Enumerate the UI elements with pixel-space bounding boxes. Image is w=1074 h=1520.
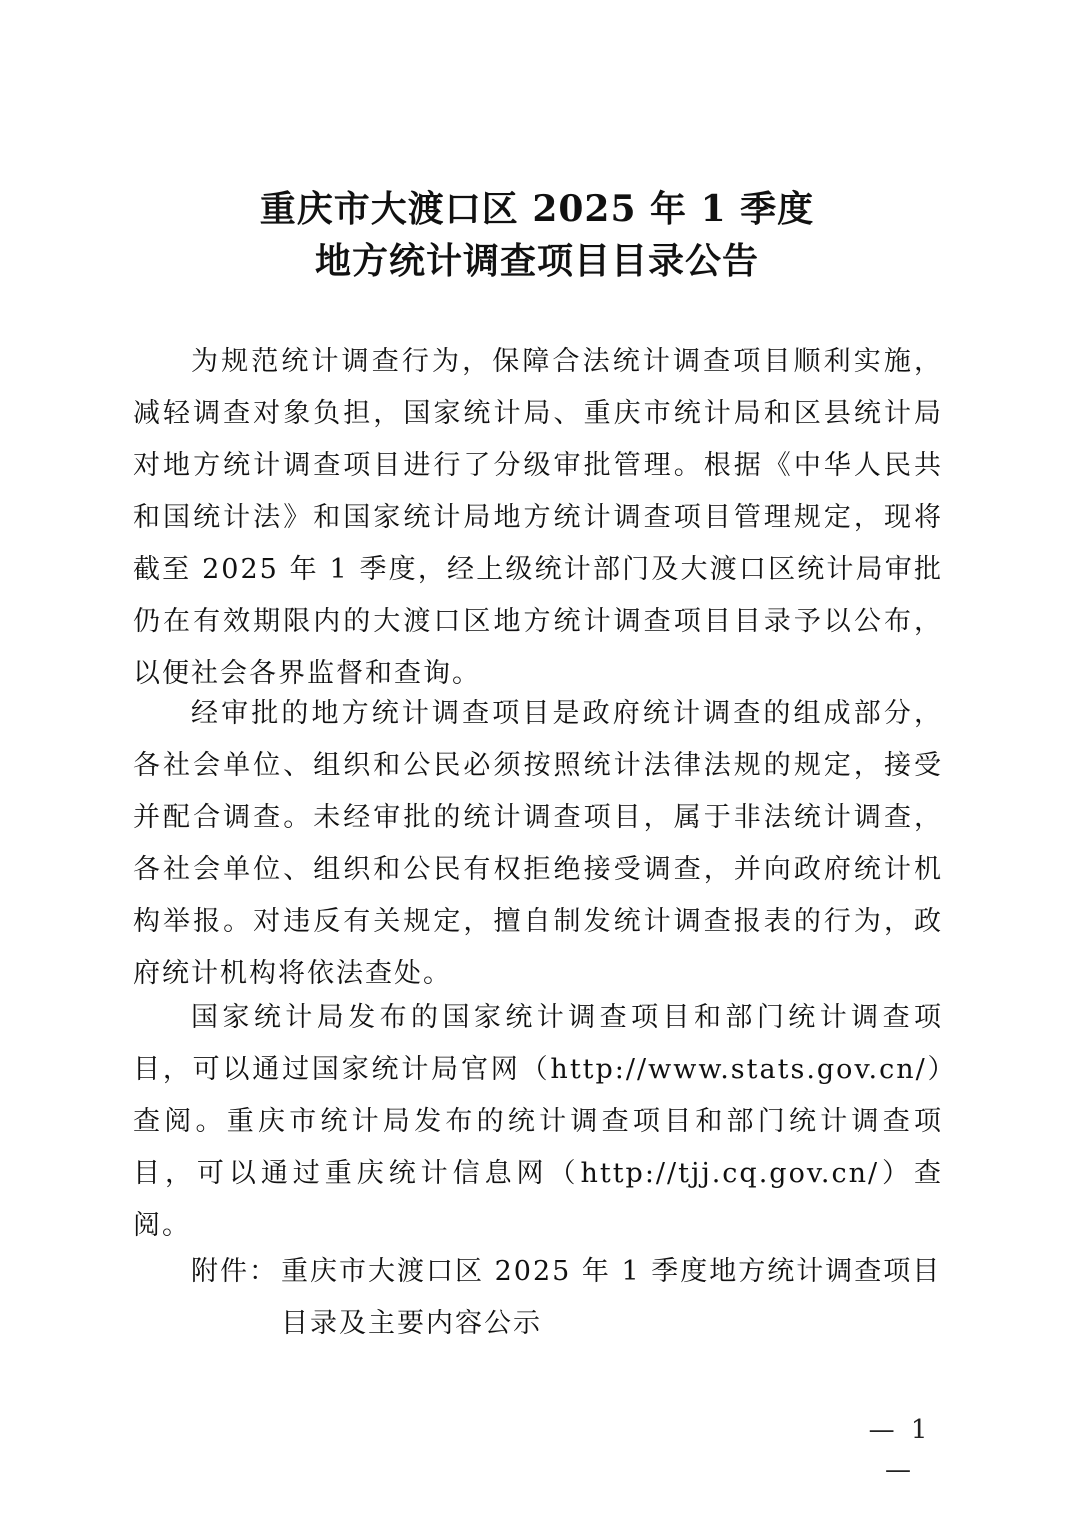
paragraph-block-1: [133, 336, 943, 700]
attachment-label: 附件：: [191, 1256, 278, 1287]
document-title-line-1: 重庆市大渡口区 2025 年 1 季度: [259, 188, 815, 230]
paragraph-1: 为规范统计调查行为，保障合法统计调查项目顺利实施，减轻调查对象负担，国家统计局、重庆市统计局和区县统计局对地方统计调查项目进行了分级审批管理。根据《中华人民共和国统计法》和国家统计局地方统计调查项目管理规定，现将截至 2025 年 1 季度，经上级统计部门及大渡口区统计局审批仍在有效期限内的大渡口区地方统计调查项目目录予以公布，以便社会各界监督和查询。: [133, 346, 943, 689]
attachment-text: 重庆市大渡口区 2025 年 1 季度地方统计调查项目目录及主要内容公示: [281, 1256, 942, 1339]
paragraph-block-2: [133, 688, 943, 1000]
page-number: — 1 —: [868, 1415, 932, 1485]
document-title-line-2: 地方统计调查项目目录公告: [314, 240, 759, 282]
paragraph-2: 经审批的地方统计调查项目是政府统计调查的组成部分，各社会单位、组织和公民必须按照统计法律法规的规定，接受并配合调查。未经审批的统计调查项目，属于非法统计调查，各社会单位、组织和公民有权拒绝接受调查，并向政府统计机构举报。对违反有关规定，擅自制发统计调查报表的行为，政府统计机构将依法查处。: [133, 698, 943, 989]
paragraph-3: 国家统计局发布的国家统计调查项目和部门统计调查项目，可以通过国家统计局官网（http://www.stats.gov.cn/）查阅。重庆市统计局发布的统计调查项目和部门统计调查项目，可以通过重庆统计信息网（http://tjj.cq.gov.cn/）查阅。: [133, 1002, 943, 1241]
paragraph-block-3: [133, 992, 943, 1252]
